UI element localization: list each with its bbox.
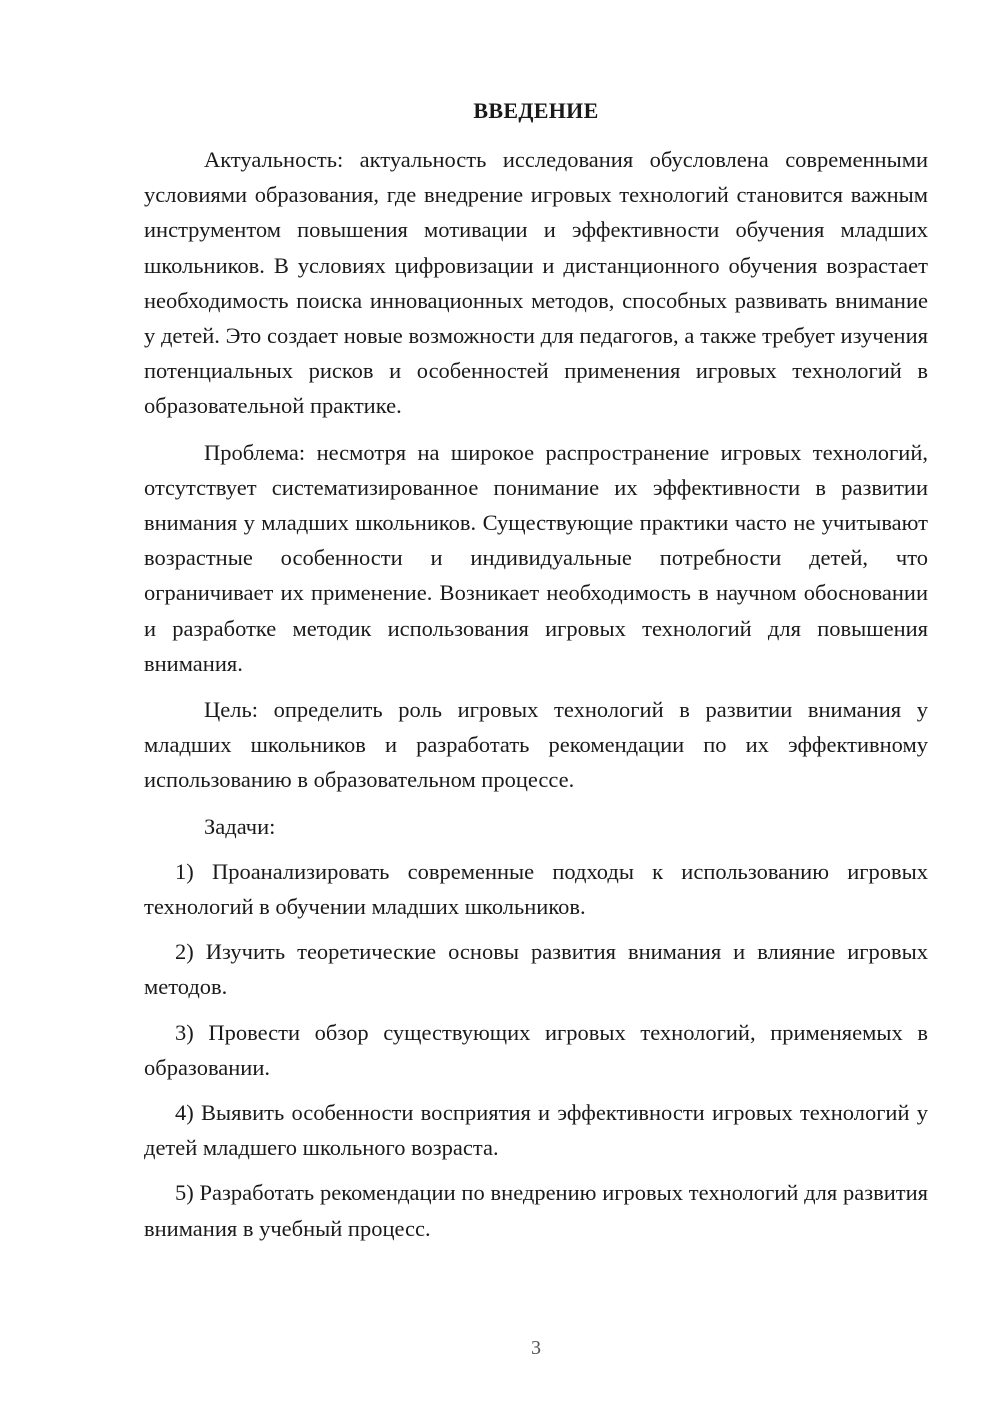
- task-item: 2) Изучить теоретические основы развития внимания и влияние игровых методов.: [144, 939, 928, 1000]
- goal-paragraph: Цель: определить роль игровых технологий в развитии внимания у младших школьников и разработать рекомендации по их эффективному использованию в образовательном процессе.: [144, 697, 928, 793]
- task-item: 1) Проанализировать современные подходы к использованию игровых технологий в обучении младших школьников.: [144, 858, 928, 920]
- document-body: [144, 142, 928, 1256]
- relevance-paragraph: Актуальность: актуальность исследования обусловлена современными условиями образования, где внедрение игровых технологий становится важным инструментом повышения мотивации и эффективности обучения младших школьников. В условиях цифровизации и дистанционного обучения возрастает необходимость поиска инновационных методов, способных развивать внимание у детей. Это создает новые возможности для педагогов, а также требует изучения потенциальных рисков и особенностей применения игровых технологий в образовательной практике.: [144, 147, 928, 419]
- problem-paragraph: Проблема: несмотря на широкое распространение игровых технологий, отсутствует систематизированное понимание их эффективности в развитии внимания у младших школьников. Существующие практики часто не учитывают возрастные особенности и индивидуальные потребности детей, что ограничивает их применение. Возникает необходимость в научном обосновании и разработке методик использования игровых технологий для повышения внимания.: [144, 439, 928, 676]
- task-item: 3) Провести обзор существующих игровых технологий, применяемых в образовании.: [144, 1019, 928, 1080]
- task-item: 5) Разработать рекомендации по внедрению игровых технологий для развития внимания в учебный процесс.: [144, 1180, 928, 1241]
- section-heading: ВВЕДЕНИЕ: [473, 98, 599, 123]
- tasks-label: Задачи:: [204, 813, 276, 839]
- task-item: 4) Выявить особенности восприятия и эффективности игровых технологий у детей младшего школьного возраста.: [144, 1100, 928, 1161]
- page-number: 3: [531, 1337, 541, 1359]
